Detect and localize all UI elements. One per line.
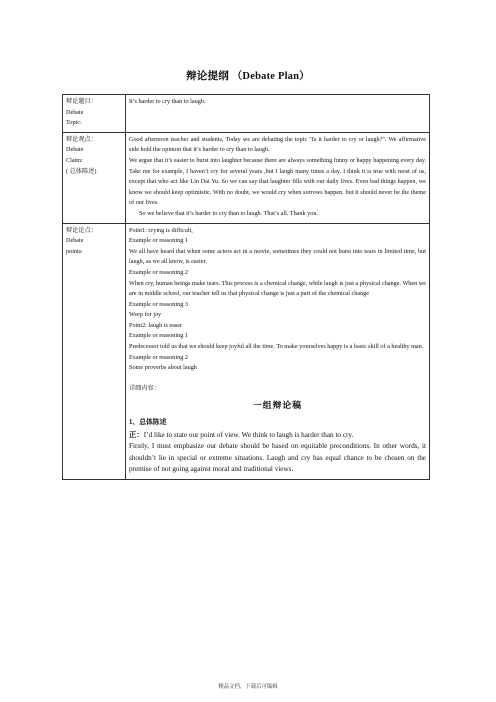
speech-group-title: 一组辩论稿 (253, 400, 302, 411)
topic-label-line: 辩论题目： (66, 98, 97, 105)
points-line: Example or reasoning 2 (129, 268, 188, 276)
claim-paragraph: Good afternoon teacher and students, Today we are debating the topic "Is it harder to cry or laugh?". We affirmative side hold the opinion that it’s harder to cry than to laugh. (129, 135, 426, 154)
points-line: Example or reasoning 1 (129, 332, 188, 340)
speech-closing: Firstly, I must emphasize our debate should be based on equitable preconditions. In other words, it shouldn’t lie in special or extreme situations. Laugh and cry has equal chance to be chosen on the premise of not going against moral and traditional views. (129, 442, 426, 474)
page-footer: 精品文档，下载后可编辑 (218, 684, 278, 690)
topic-content (126, 95, 430, 133)
points-line: When cry, human beings make tears. This process is a chemical change, while laugh is just a physical change. When we are in middle school, our teacher tell us that physical change is just a part of the chemical change (129, 279, 426, 298)
topic-label (63, 95, 126, 133)
speech-first-line (129, 429, 426, 442)
points-line: Example or reasoning 1 (129, 237, 188, 245)
points-label-line: points: (66, 247, 83, 255)
topic-row (63, 95, 430, 133)
points-line: Some proverbs about laugh (129, 364, 197, 372)
claim-paragraph: We argue that it’s easier to burst into laughter because there are always something funny or happy happening every day. Take me for example, I haven’t cry for several years ,but I laugh many times a day. I think it is true with most of us, except that who act like Lin Dai Yu. So we can say that laughter fills with our daily lives. Even bad things happen, we know we should keep optimistic. With no doubt, we would cry when sorrows happen. but it should never be the theme of our lives. (129, 156, 426, 207)
claim-label-line: 辩论观点： (66, 135, 97, 143)
speech-first-line-text: I’d like to state our point of view. We think to laugh is harder than to cry. (143, 430, 354, 439)
section-title: 1、总体陈述 (129, 419, 167, 427)
claim-paragraph: So we believe that it’s harder to cry than to laugh. That’s all. Thank you. (139, 209, 318, 217)
points-line: Weep for joy (129, 311, 162, 319)
claim-label-line: ( 总体陈述) (66, 167, 97, 175)
claim-content (126, 132, 430, 223)
details-label: 详细内容： (129, 384, 160, 392)
points-line: We all have heard that when some actors act in a movie, sometimes they could not burst into tears in limited time, but laugh, as we all know, is easier. (129, 247, 426, 266)
topic-text: It’s harder to cry than to laugh. (129, 98, 206, 105)
points-label (63, 223, 126, 479)
document-title: 辩论提纲 （Debate Plan） (186, 71, 310, 82)
claim-label-line: Debate (66, 146, 84, 154)
claim-label-line: Claim: (66, 156, 83, 164)
topic-label-line: Debate (66, 108, 84, 116)
points-row (63, 223, 430, 479)
claim-label (63, 132, 126, 223)
topic-label-line: Topic: (66, 119, 82, 127)
debate-plan-table (62, 94, 430, 480)
points-line: Predecessor told us that we should keep joyful all the time. To make yourselves happy is a basic skill of a healthy man. (129, 343, 424, 351)
speaker-label: 正： (129, 429, 144, 439)
points-label-line: Debate (66, 237, 84, 245)
points-content (126, 223, 430, 479)
points-line: Point2: laugh is easer (129, 321, 183, 329)
points-line: Point1: crying is difficult, (129, 226, 193, 234)
points-line: Example or reasoning 2 (129, 353, 188, 361)
claim-row (63, 132, 430, 223)
points-label-line: 辩论论点： (66, 226, 97, 234)
points-line: Example or reasoning 3 (129, 300, 188, 308)
